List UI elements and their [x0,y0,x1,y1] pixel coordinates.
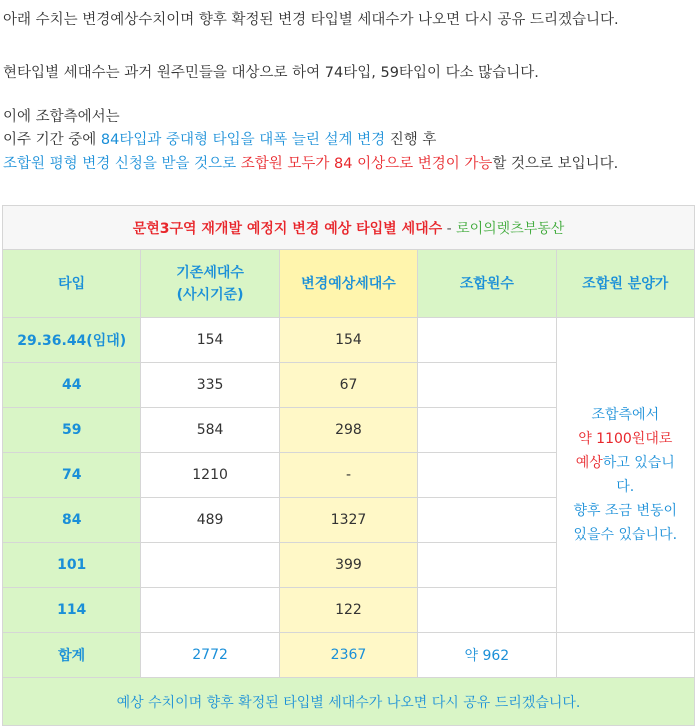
members-cell [418,498,556,543]
existing-cell [141,543,279,588]
expected-cell: 1327 [279,498,417,543]
note-line-6: 있을수 있습니다. [573,527,678,543]
type-cell: 114 [3,588,141,633]
header-existing-line-1: 기존세대수 [176,264,244,281]
intro-line-5-tail: 할 것으로 보입니다. [492,156,619,172]
existing-cell: 335 [141,363,279,408]
note-line-3: 하고 있습니 [602,455,675,471]
intro-line-1: 아래 수치는 변경예상수치이며 향후 확정된 변경 타입별 세대수가 나오면 다시 공유 드리겠습니다. [3,12,619,28]
intro-line-4-highlight: 84타입과 중대형 타입을 대폭 늘린 설계 변경 [100,132,386,148]
total-expected: 2367 [279,633,417,678]
note-line-5: 향후 조금 변동이 [573,503,678,519]
table-title-row [3,206,695,250]
type-cell: 74 [3,453,141,498]
expected-cell: 67 [279,363,417,408]
intro-line-5 [3,152,618,176]
intro-line-4 [3,128,436,152]
total-label: 합계 [3,633,141,678]
table-title-source: 로이의렛츠부동산 [456,220,565,237]
intro-line-5-highlight: 조합원 모두가 84 이상으로 변경이 가능 [240,156,493,172]
existing-cell [141,588,279,633]
expected-cell: - [279,453,417,498]
table-footer-note: 예상 수치이며 향후 확정된 타입별 세대수가 나오면 다시 공유 드리겠습니다. [3,678,695,726]
total-existing: 2772 [141,633,279,678]
table-title: 문현3구역 재개발 예정지 변경 예상 타입별 세대수 [132,220,443,237]
header-existing-line-2: (사시기준) [176,286,244,303]
member-price-note [556,318,694,633]
type-cell: 59 [3,408,141,453]
existing-cell: 1210 [141,453,279,498]
expected-cell: 154 [279,318,417,363]
table-header-row [3,250,695,318]
intro-line-3: 이에 조합측에서는 [3,109,120,125]
header-type: 타입 [3,250,141,318]
members-cell [418,453,556,498]
total-price [556,633,694,678]
intro-line-4-tail: 진행 후 [385,132,437,148]
type-cell: 29.36.44(임대) [3,318,141,363]
type-cell: 101 [3,543,141,588]
header-members: 조합원수 [418,250,556,318]
table-footer-row [3,678,695,726]
type-cell: 84 [3,498,141,543]
header-existing [141,250,279,318]
members-cell [418,588,556,633]
table-title-separator: - [442,220,457,237]
note-line-4: 다. [616,479,635,495]
intro-line-2: 현타입별 세대수는 과거 원주민들을 대상으로 하여 74타입, 59타입이 다소 많습니다. [3,65,539,81]
expected-cell: 122 [279,588,417,633]
members-cell [418,408,556,453]
existing-cell: 489 [141,498,279,543]
members-cell [418,363,556,408]
note-line-3-highlight: 예상 [575,455,603,471]
existing-cell: 584 [141,408,279,453]
existing-cell: 154 [141,318,279,363]
header-member-price: 조합원 분양가 [556,250,694,318]
intro-line-5-text: 조합원 평형 변경 신청을 받을 것으로 [3,156,241,172]
members-cell [418,318,556,363]
members-cell [418,543,556,588]
table-row [3,318,695,363]
note-line-1: 조합측에서 [591,407,660,423]
type-cell: 44 [3,363,141,408]
table-title-cell [3,206,695,250]
expected-cell: 399 [279,543,417,588]
header-expected: 변경예상세대수 [279,250,417,318]
household-type-table [2,205,695,726]
table-total-row [3,633,695,678]
note-line-2: 약 1100원대로 [578,431,673,447]
total-members: 약 962 [418,633,556,678]
intro-line-4-text: 이주 기간 중에 [3,132,101,148]
expected-cell: 298 [279,408,417,453]
